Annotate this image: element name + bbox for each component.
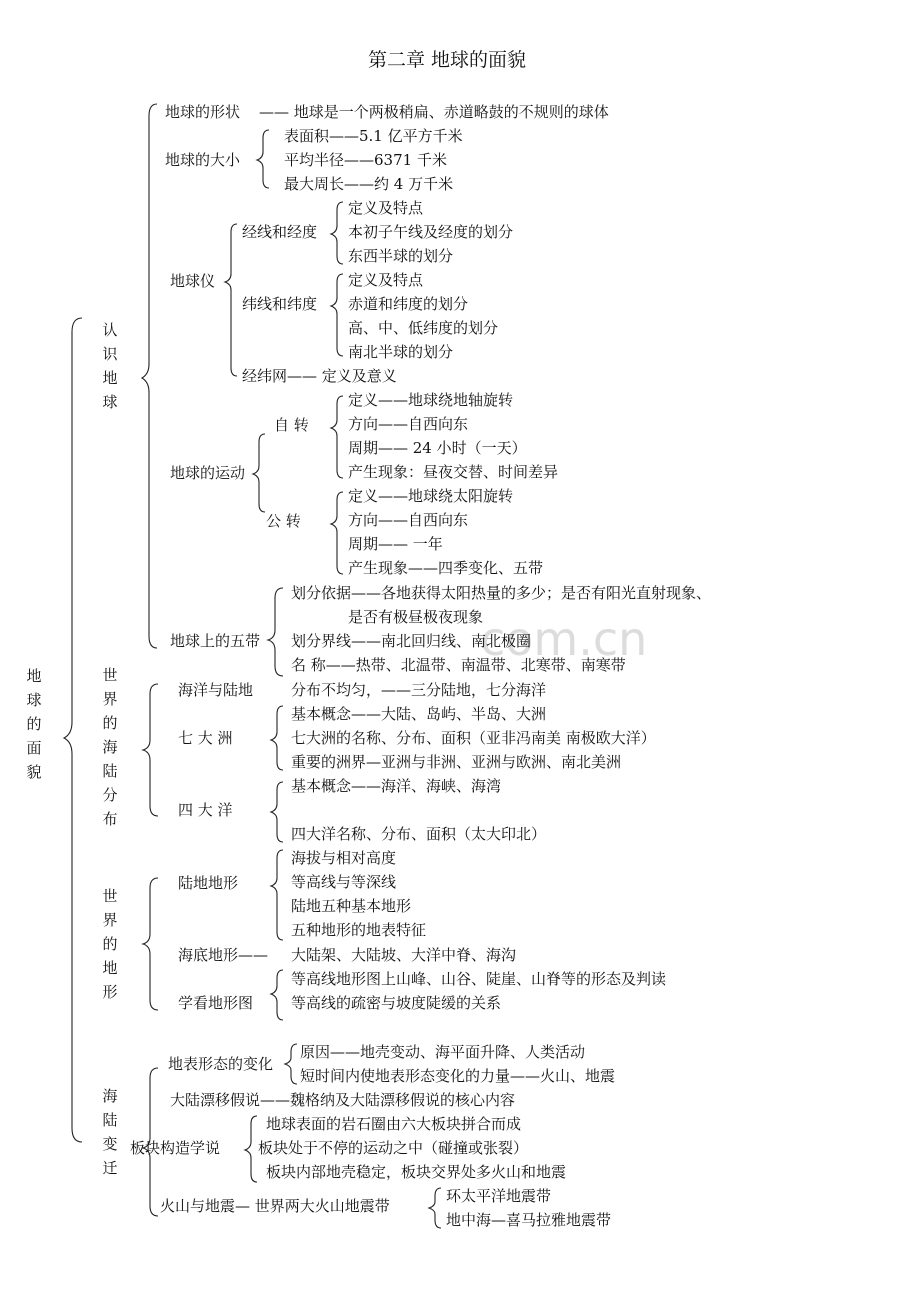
rotation-brace xyxy=(331,396,343,478)
land-item: 陆地五种基本地形 xyxy=(291,897,412,915)
zones-label: 地球上的五带 xyxy=(170,632,261,650)
globe-brace xyxy=(225,224,237,376)
weixian-item: 高、中、低纬度的划分 xyxy=(348,319,499,337)
section-label-s4: 海陆变迁 xyxy=(102,1087,118,1177)
plate-label: 板块构造学说 xyxy=(130,1139,221,1157)
weixian-brace xyxy=(331,274,343,356)
s3-brace xyxy=(143,878,158,1010)
volcano-item: 环太平洋地震带 xyxy=(446,1187,552,1205)
rotation-item: 产生现象：昼夜交替、时间差异 xyxy=(348,463,559,481)
jingxian-item: 本初子午线及经度的划分 xyxy=(348,223,514,241)
jingwei-text: 经纬网—— 定义及意义 xyxy=(242,367,397,385)
oceans-item: 四大洋名称、分布、面积（太大印北） xyxy=(291,825,547,843)
zones-item: 是否有极昼极夜现象 xyxy=(348,608,484,626)
volcano-brace xyxy=(429,1188,441,1228)
motion-label: 地球的运动 xyxy=(170,464,246,482)
size-label: 地球的大小 xyxy=(165,151,241,169)
jingxian-brace xyxy=(331,202,343,264)
map-item: 等高线地形图上山峰、山谷、陡崖、山脊等的形态及判读 xyxy=(291,970,667,988)
plate-item: 地球表面的岩石圈由六大板块拼合而成 xyxy=(266,1115,522,1133)
land-item: 五种地形的地表特征 xyxy=(291,921,427,939)
size-item: 最大周长——约 4 万千米 xyxy=(284,175,454,193)
rotation-item: 定义——地球绕地轴旋转 xyxy=(348,391,514,409)
section-label-s2: 世界的海陆分布 xyxy=(102,666,118,828)
watermark: com.cn xyxy=(480,612,648,666)
root-brace xyxy=(64,318,82,1142)
sea-land-label: 海洋与陆地 xyxy=(178,681,254,699)
change-item: 短时间内使地表形态变化的力量——火山、地震 xyxy=(300,1067,616,1085)
revolution-label: 公 转 xyxy=(266,512,301,530)
weixian-label: 纬线和纬度 xyxy=(242,295,318,313)
section-label-s3: 世界的地形 xyxy=(102,887,118,1001)
s1-brace xyxy=(142,104,157,648)
weixian-item: 赤道和纬度的划分 xyxy=(348,295,469,313)
sea-land-text: 分布不均匀，——三分陆地，七分海洋 xyxy=(291,681,547,699)
rotation-label: 自 转 xyxy=(274,416,309,434)
volcano-label: 火山与地震— 世界两大火山地震带 xyxy=(160,1197,390,1215)
size-brace xyxy=(257,130,269,188)
shape-text: —— 地球是一个两极稍扁、赤道略鼓的不规则的球体 xyxy=(259,103,609,121)
map-brace xyxy=(271,970,283,1020)
continents-brace xyxy=(271,706,283,770)
plate-item: 板块处于不停的运动之中（碰撞或张裂） xyxy=(258,1139,529,1157)
revolution-item: 方向——自西向东 xyxy=(348,511,469,529)
revolution-item: 定义——地球绕太阳旋转 xyxy=(348,487,514,505)
rotation-item: 方向——自西向东 xyxy=(348,415,469,433)
change-label: 地表形态的变化 xyxy=(168,1055,274,1073)
jingxian-item: 定义及特点 xyxy=(348,199,424,217)
drift-text: 大陆漂移假说——魏格纳及大陆漂移假说的核心内容 xyxy=(170,1091,516,1109)
land-label: 陆地地形 xyxy=(178,874,239,892)
seabed-label: 海底地形—— xyxy=(178,946,269,964)
change-brace xyxy=(285,1044,297,1084)
seabed-text: 大陆架、大陆坡、大洋中脊、海沟 xyxy=(291,946,517,964)
rotation-item: 周期—— 24 小时（一天） xyxy=(348,439,527,457)
section-label-s1: 认识地球 xyxy=(102,321,118,411)
jingxian-label: 经线和经度 xyxy=(242,223,318,241)
zones-item: 划分界线——南北回归线、南北极圈 xyxy=(291,632,532,650)
root-label: 地球的面貌 xyxy=(26,667,42,781)
volcano-item: 地中海—喜马拉雅地震带 xyxy=(446,1211,612,1229)
continents-item: 七大洲的名称、分布、面积（亚非冯南美 南极欧大洋） xyxy=(291,729,656,747)
page-title: 第二章 地球的面貌 xyxy=(368,49,527,71)
continents-label: 七 大 洲 xyxy=(178,729,233,747)
jingxian-item: 东西半球的划分 xyxy=(348,247,454,265)
zones-item: 划分依据——各地获得太阳热量的多少；是否有阳光直射现象、 xyxy=(291,584,712,602)
motion-brace xyxy=(253,434,265,512)
s2-brace xyxy=(143,684,158,816)
map-item: 等高线的疏密与坡度陡缓的关系 xyxy=(291,994,502,1012)
size-item: 表面积——5.1 亿平方千米 xyxy=(284,127,463,145)
globe-label: 地球仪 xyxy=(170,272,216,290)
zones-brace xyxy=(268,588,283,676)
oceans-item: 基本概念——海洋、海峡、海湾 xyxy=(291,777,502,795)
oceans-label: 四 大 洋 xyxy=(178,801,233,819)
revolution-item: 周期—— 一年 xyxy=(348,535,443,553)
weixian-item: 南北半球的划分 xyxy=(348,343,454,361)
size-item: 平均半径——6371 千米 xyxy=(284,151,447,169)
change-item: 原因——地壳变动、海平面升降、人类活动 xyxy=(300,1043,586,1061)
land-brace xyxy=(271,850,283,940)
revolution-brace xyxy=(331,492,343,574)
weixian-item: 定义及特点 xyxy=(348,271,424,289)
plate-item: 板块内部地壳稳定，板块交界处多火山和地震 xyxy=(266,1163,567,1181)
plate-brace xyxy=(245,1116,257,1182)
continents-item: 基本概念——大陆、岛屿、半岛、大洲 xyxy=(291,705,547,723)
land-item: 海拔与相对高度 xyxy=(291,849,397,867)
land-item: 等高线与等深线 xyxy=(291,873,397,891)
zones-item: 名 称——热带、北温带、南温带、北寒带、南寒带 xyxy=(291,656,626,674)
map-label: 学看地形图 xyxy=(178,994,254,1012)
continents-item: 重要的洲界—亚洲与非洲、亚洲与欧洲、南北美洲 xyxy=(291,753,622,771)
revolution-item: 产生现象——四季变化、五带 xyxy=(348,559,544,577)
oceans-brace xyxy=(271,782,283,842)
shape-label: 地球的形状 xyxy=(165,103,241,121)
